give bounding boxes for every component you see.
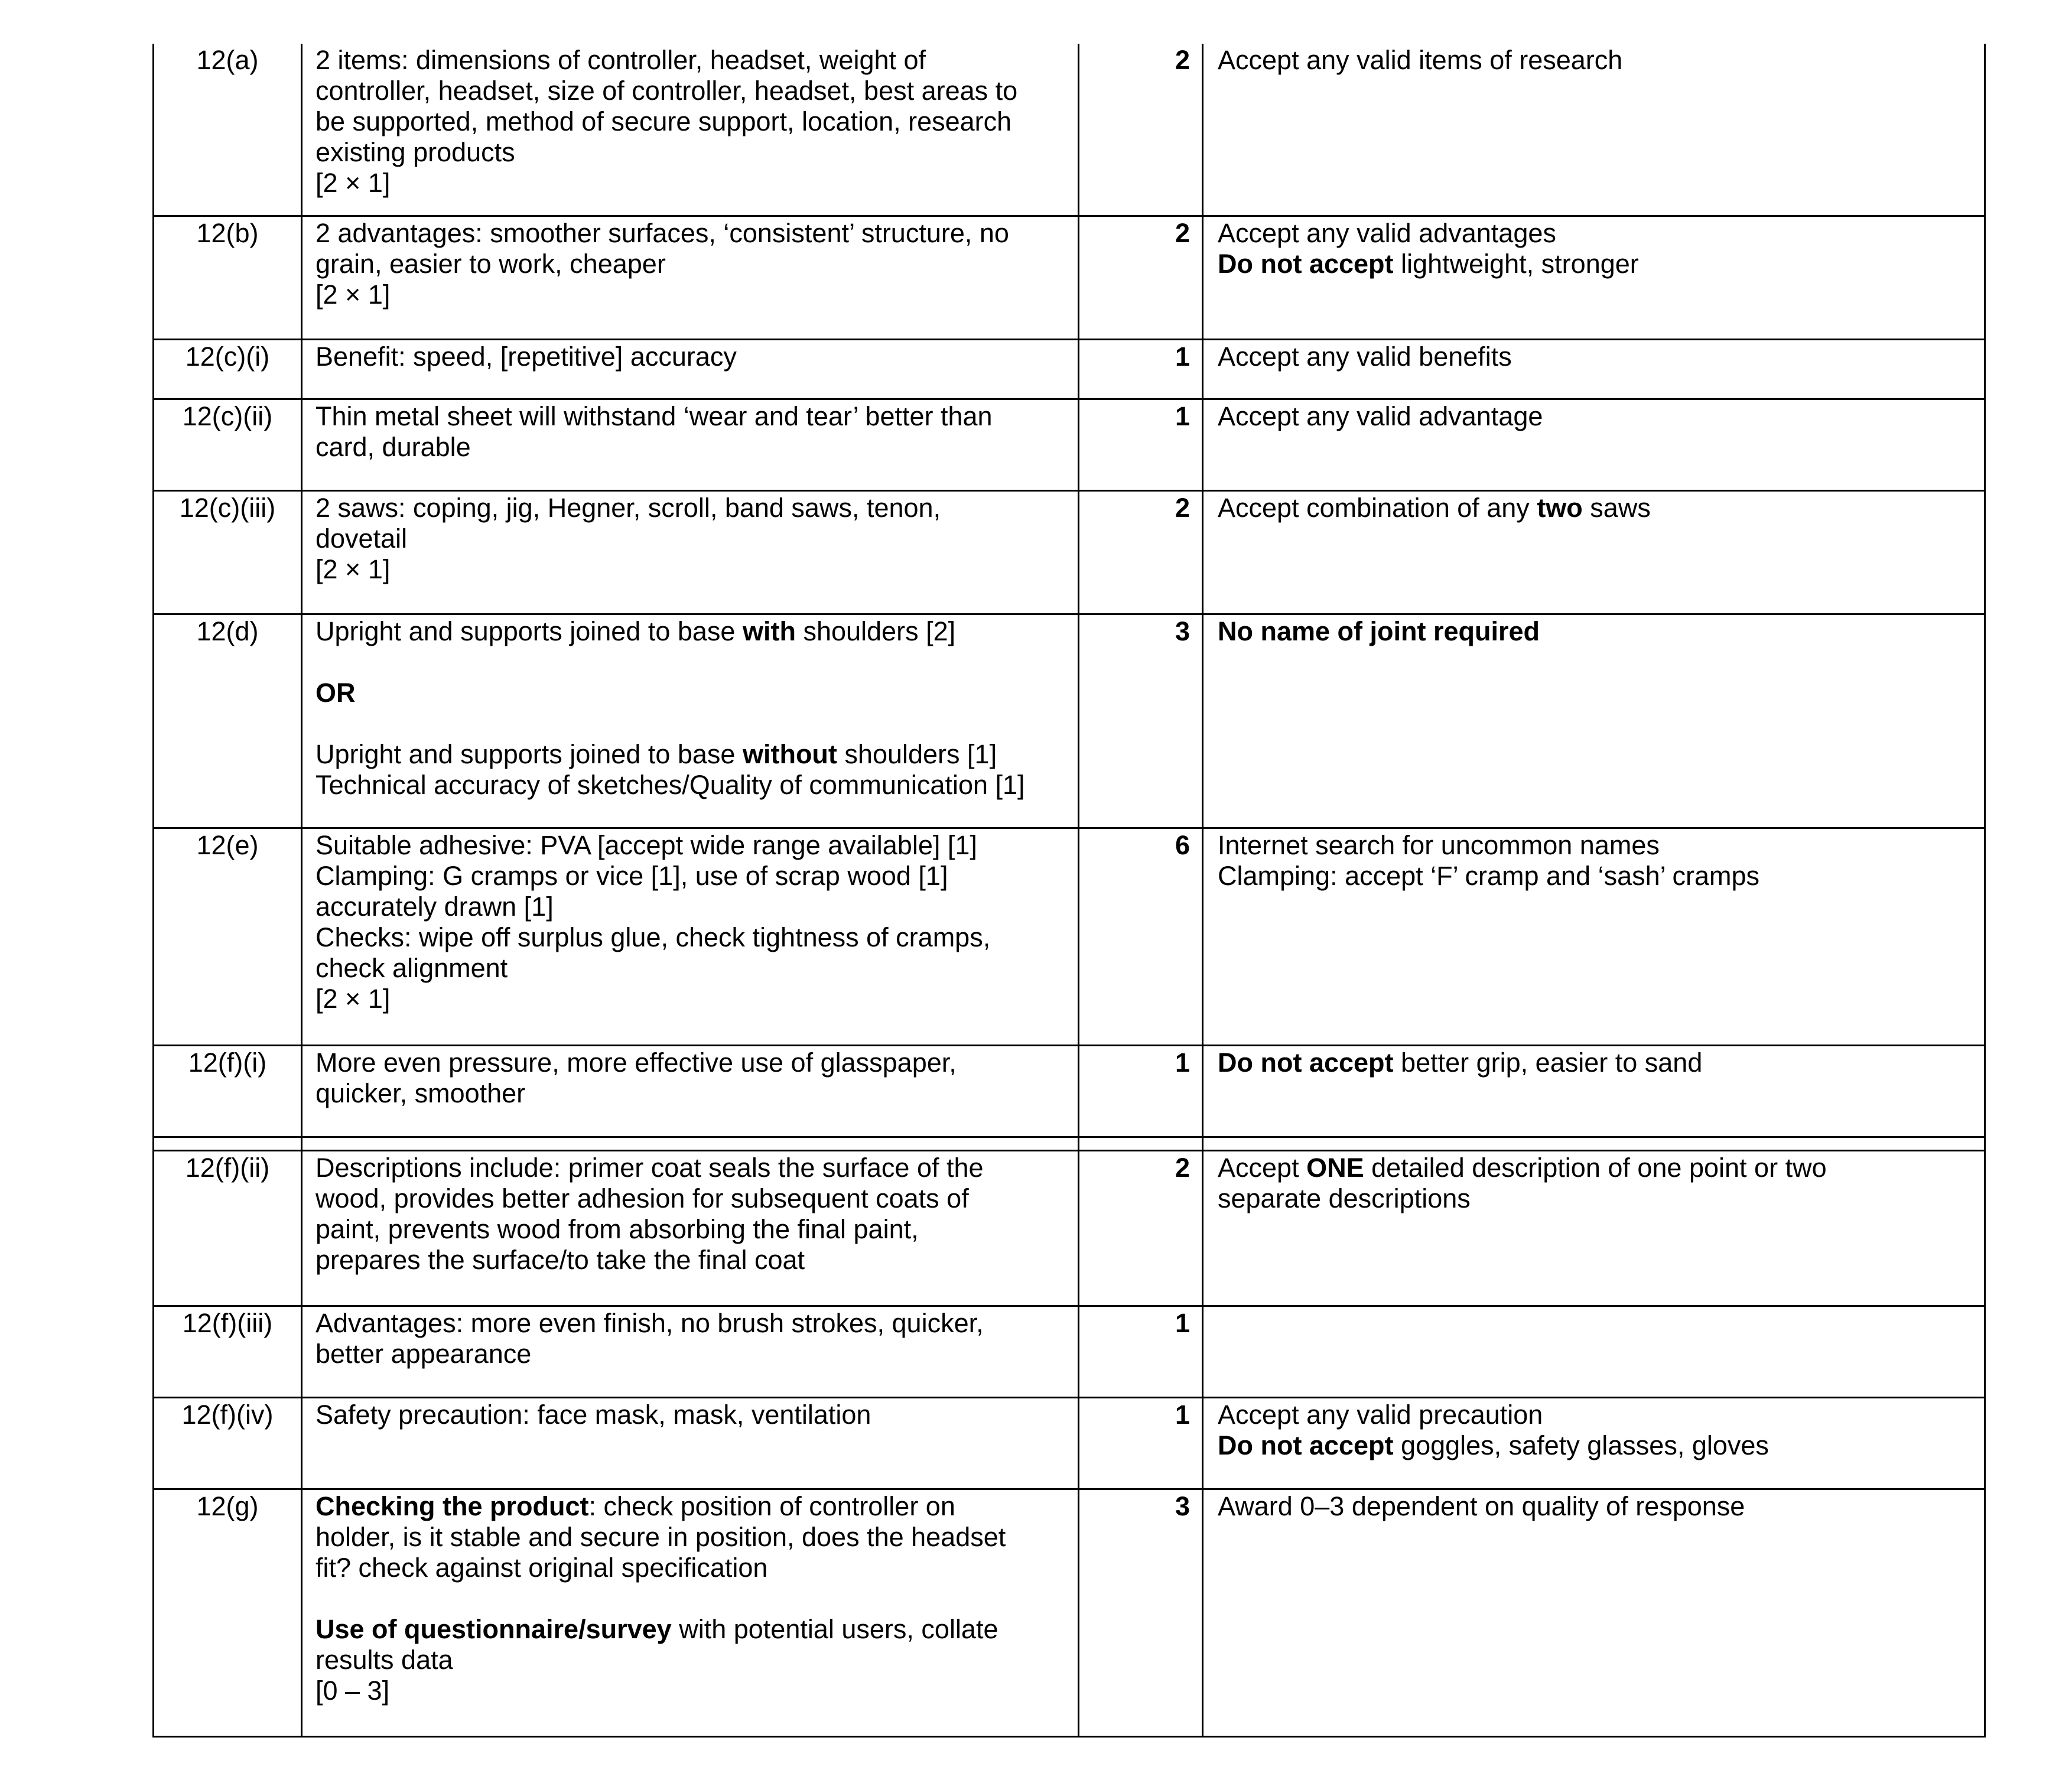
question-number: 12(f)(iii) bbox=[154, 1306, 302, 1398]
empty-cell bbox=[302, 1137, 1079, 1151]
guidance-line bbox=[1218, 1153, 1975, 1183]
guidance-text: Accept combination of any bbox=[1218, 493, 1537, 523]
emphasis-text: without bbox=[742, 739, 837, 769]
marks-cell: 3 bbox=[1079, 614, 1203, 828]
answer-line: better appearance bbox=[315, 1339, 532, 1369]
answer-text: with potential users, collate bbox=[671, 1614, 998, 1644]
answer-line: More even pressure, more effective use of glasspaper, bbox=[315, 1047, 957, 1078]
answer-line: 2 items: dimensions of controller, headset, weight of bbox=[315, 45, 926, 75]
answer-line bbox=[315, 616, 1068, 647]
answer-line: Checks: wipe off surplus glue, check tightness of cramps, bbox=[315, 922, 991, 952]
answer-line: existing products bbox=[315, 137, 515, 167]
emphasis-text: OR bbox=[315, 678, 356, 708]
guidance-cell bbox=[1203, 1489, 1985, 1737]
guidance-line: Accept any valid items of research bbox=[1218, 45, 1623, 75]
guidance-cell bbox=[1203, 614, 1985, 828]
guidance-cell bbox=[1203, 1151, 1985, 1306]
answer-line: 2 advantages: smoother surfaces, ‘consistent’ structure, no bbox=[315, 218, 1009, 248]
guidance-line bbox=[1218, 616, 1975, 647]
guidance-cell bbox=[1203, 44, 1985, 216]
emphasis-text: No name of joint required bbox=[1218, 616, 1540, 646]
guidance-text: goggles, safety glasses, gloves bbox=[1393, 1430, 1769, 1460]
answer-line bbox=[315, 739, 1068, 770]
table-row bbox=[154, 399, 1985, 491]
answer-line: [2 × 1] bbox=[315, 279, 391, 310]
answer-cell bbox=[302, 399, 1079, 491]
answer-line: [2 × 1] bbox=[315, 168, 391, 198]
guidance-line bbox=[1218, 249, 1975, 279]
answer-line: results data bbox=[315, 1645, 453, 1675]
answer-line: controller, headset, size of controller, headset, best areas to bbox=[315, 76, 1018, 106]
question-number: 12(c)(ii) bbox=[154, 399, 302, 491]
guidance-text: lightweight, stronger bbox=[1393, 249, 1639, 279]
guidance-line: Accept any valid benefits bbox=[1218, 341, 1512, 372]
answer-cell bbox=[302, 828, 1079, 1046]
marks-cell: 1 bbox=[1079, 399, 1203, 491]
answer-text: Upright and supports joined to base bbox=[315, 616, 743, 646]
emphasis-text: two bbox=[1537, 493, 1583, 523]
answer-cell bbox=[302, 44, 1079, 216]
table-row bbox=[154, 340, 1985, 399]
answer-cell bbox=[302, 216, 1079, 340]
question-number: 12(g) bbox=[154, 1489, 302, 1737]
answer-cell bbox=[302, 491, 1079, 614]
answer-cell bbox=[302, 340, 1079, 399]
paragraph-gap bbox=[315, 708, 1068, 739]
guidance-line: Award 0–3 dependent on quality of response bbox=[1218, 1491, 1745, 1521]
guidance-cell bbox=[1203, 399, 1985, 491]
answer-line: Suitable adhesive: PVA [accept wide range available] [1] bbox=[315, 830, 977, 860]
table-row bbox=[154, 1489, 1985, 1737]
guidance-cell bbox=[1203, 1306, 1985, 1398]
answer-line: quicker, smoother bbox=[315, 1078, 526, 1108]
answer-line: prepares the surface/to take the final coat bbox=[315, 1245, 805, 1275]
answer-cell bbox=[302, 1306, 1079, 1398]
table-row bbox=[154, 828, 1985, 1046]
marks-cell: 1 bbox=[1079, 1306, 1203, 1398]
guidance-text: saws bbox=[1582, 493, 1651, 523]
answer-line: Benefit: speed, [repetitive] accuracy bbox=[315, 341, 737, 372]
guidance-text: detailed description of one point or two bbox=[1364, 1153, 1827, 1183]
marks-cell: 1 bbox=[1079, 340, 1203, 399]
answer-line: Technical accuracy of sketches/Quality of communication [1] bbox=[315, 770, 1025, 800]
guidance-line: Accept any valid advantage bbox=[1218, 401, 1543, 431]
answer-line: wood, provides better adhesion for subsequent coats of bbox=[315, 1183, 969, 1213]
guidance-line: Clamping: accept ‘F’ cramp and ‘sash’ cramps bbox=[1218, 861, 1760, 891]
guidance-text: Accept bbox=[1218, 1153, 1307, 1183]
answer-line: [0 – 3] bbox=[315, 1675, 390, 1706]
answer-line: [2 × 1] bbox=[315, 984, 391, 1014]
answer-cell bbox=[302, 1151, 1079, 1306]
answer-text: Upright and supports joined to base bbox=[315, 739, 743, 769]
guidance-line: Accept any valid precaution bbox=[1218, 1400, 1543, 1430]
question-number: 12(c)(i) bbox=[154, 340, 302, 399]
marks-cell: 2 bbox=[1079, 216, 1203, 340]
guidance-cell bbox=[1203, 1398, 1985, 1489]
guidance-line bbox=[1218, 1430, 1975, 1461]
question-number: 12(b) bbox=[154, 216, 302, 340]
guidance-line bbox=[1218, 1047, 1975, 1078]
answer-line: Thin metal sheet will withstand ‘wear and tear’ better than bbox=[315, 401, 993, 431]
table-row bbox=[154, 1306, 1985, 1398]
table-row bbox=[154, 614, 1985, 828]
marks-cell: 3 bbox=[1079, 1489, 1203, 1737]
emphasis-text: Do not accept bbox=[1218, 1047, 1394, 1078]
answer-line: fit? check against original specification bbox=[315, 1553, 768, 1583]
emphasis-text: with bbox=[742, 616, 796, 646]
answer-line bbox=[315, 678, 1068, 708]
guidance-line bbox=[1218, 493, 1975, 523]
marks-cell: 1 bbox=[1079, 1398, 1203, 1489]
question-number: 12(f)(i) bbox=[154, 1046, 302, 1137]
answer-line: grain, easier to work, cheaper bbox=[315, 249, 666, 279]
empty-cell bbox=[1203, 1137, 1985, 1151]
guidance-cell bbox=[1203, 491, 1985, 614]
answer-line: 2 saws: coping, jig, Hegner, scroll, band saws, tenon, bbox=[315, 493, 941, 523]
emphasis-text: Use of questionnaire/survey bbox=[315, 1614, 672, 1644]
table-row bbox=[154, 1046, 1985, 1137]
table-row bbox=[154, 44, 1985, 216]
answer-text: : check position of controller on bbox=[588, 1491, 955, 1521]
answer-line bbox=[315, 1491, 1068, 1522]
answer-cell bbox=[302, 1489, 1079, 1737]
marks-cell: 6 bbox=[1079, 828, 1203, 1046]
paragraph-gap bbox=[315, 1583, 1068, 1614]
guidance-line: Internet search for uncommon names bbox=[1218, 830, 1660, 860]
guidance-cell bbox=[1203, 340, 1985, 399]
guidance-line: separate descriptions bbox=[1218, 1183, 1471, 1213]
question-number: 12(c)(iii) bbox=[154, 491, 302, 614]
question-number: 12(f)(iv) bbox=[154, 1398, 302, 1489]
answer-line: Advantages: more even finish, no brush strokes, quicker, bbox=[315, 1308, 984, 1338]
emphasis-text: Do not accept bbox=[1218, 1430, 1394, 1460]
answer-line: Clamping: G cramps or vice [1], use of scrap wood [1] bbox=[315, 861, 948, 891]
table-row-separator bbox=[154, 1137, 1985, 1151]
table-row bbox=[154, 1151, 1985, 1306]
emphasis-text: ONE bbox=[1306, 1153, 1364, 1183]
emphasis-text: Do not accept bbox=[1218, 249, 1394, 279]
guidance-cell bbox=[1203, 1046, 1985, 1137]
guidance-text: better grip, easier to sand bbox=[1393, 1047, 1703, 1078]
answer-line: holder, is it stable and secure in position, does the headset bbox=[315, 1522, 1006, 1552]
answer-line: accurately drawn [1] bbox=[315, 892, 554, 922]
paragraph-gap bbox=[315, 647, 1068, 678]
question-number: 12(e) bbox=[154, 828, 302, 1046]
table-row bbox=[154, 216, 1985, 340]
answer-cell bbox=[302, 1398, 1079, 1489]
table-row bbox=[154, 491, 1985, 614]
answer-line: Descriptions include: primer coat seals the surface of the bbox=[315, 1153, 984, 1183]
empty-cell bbox=[1079, 1137, 1203, 1151]
guidance-line: Accept any valid advantages bbox=[1218, 218, 1556, 248]
guidance-cell bbox=[1203, 216, 1985, 340]
answer-cell bbox=[302, 1046, 1079, 1137]
question-number: 12(f)(ii) bbox=[154, 1151, 302, 1306]
answer-line: check alignment bbox=[315, 953, 508, 983]
answer-line: [2 × 1] bbox=[315, 554, 391, 584]
emphasis-text: Checking the product bbox=[315, 1491, 589, 1521]
guidance-cell bbox=[1203, 828, 1985, 1046]
answer-text: shoulders [1] bbox=[837, 739, 997, 769]
marks-cell: 1 bbox=[1079, 1046, 1203, 1137]
answer-line bbox=[315, 1614, 1068, 1645]
answer-line: paint, prevents wood from absorbing the final paint, bbox=[315, 1214, 919, 1244]
answer-line: Safety precaution: face mask, mask, ventilation bbox=[315, 1400, 871, 1430]
answer-line: card, durable bbox=[315, 432, 471, 462]
answer-cell bbox=[302, 614, 1079, 828]
answer-line: dovetail bbox=[315, 523, 408, 554]
question-number: 12(d) bbox=[154, 614, 302, 828]
marks-cell: 2 bbox=[1079, 491, 1203, 614]
table-row bbox=[154, 1398, 1985, 1489]
answer-line: be supported, method of secure support, location, research bbox=[315, 106, 1012, 136]
marks-cell: 2 bbox=[1079, 44, 1203, 216]
marks-cell: 2 bbox=[1079, 1151, 1203, 1306]
empty-cell bbox=[154, 1137, 302, 1151]
question-number: 12(a) bbox=[154, 44, 302, 216]
answer-text: shoulders [2] bbox=[795, 616, 956, 646]
mark-scheme-table bbox=[152, 44, 1986, 1738]
